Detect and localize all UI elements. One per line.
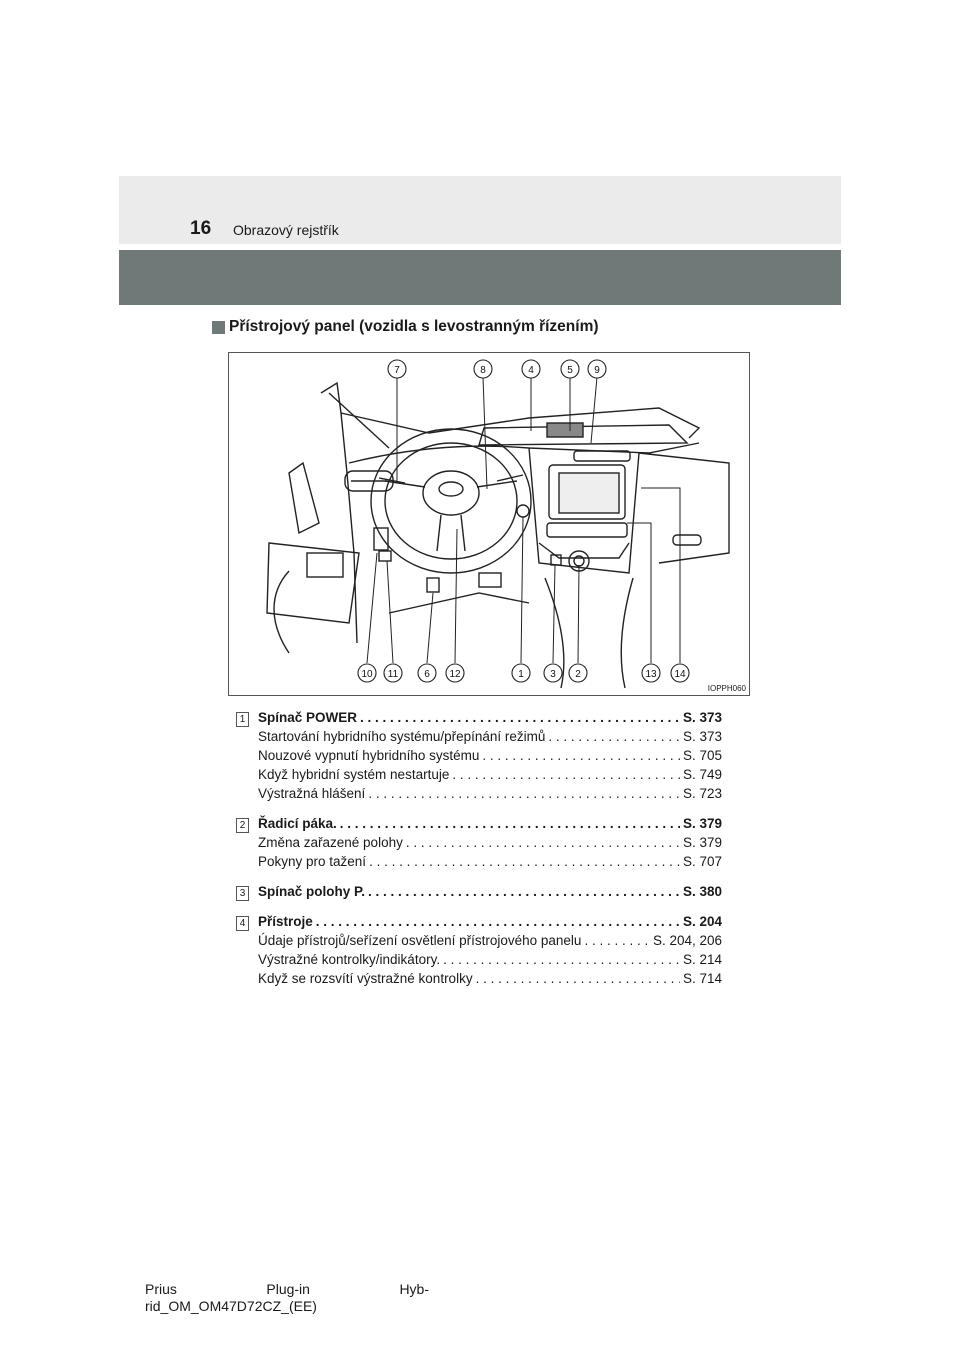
entry-title[interactable]: Řadicí páka. xyxy=(258,816,337,831)
sub-entry: Pokyny pro tažení . . . S. 707 xyxy=(236,852,722,871)
footer xyxy=(145,1281,429,1315)
callout-8: 8 xyxy=(480,365,486,376)
entry-title-row xyxy=(258,814,722,833)
entry-title-row xyxy=(258,708,722,727)
entry-title[interactable]: Spínač polohy P. xyxy=(258,884,366,899)
callout-12: 12 xyxy=(449,669,461,680)
section-title: Obrazový rejstřík xyxy=(233,222,339,238)
entry-number: 2 xyxy=(236,818,249,833)
sub-entry: Údaje přístrojů/seřízení osvětlení přístrojového panelu . . . S. 204, 206 xyxy=(236,931,722,950)
index-entries xyxy=(236,708,722,999)
entry-page[interactable]: S. 373 xyxy=(682,710,722,725)
sub-heading-text: Přístrojový panel (vozidla s levostranným řízením) xyxy=(229,318,599,335)
entry-number: 4 xyxy=(236,916,249,931)
callout-10: 10 xyxy=(361,669,373,680)
callout-9: 9 xyxy=(594,365,600,376)
footer-variant: Plug-in xyxy=(266,1281,310,1297)
dashboard-drawing xyxy=(229,353,749,695)
callout-4: 4 xyxy=(528,365,534,376)
sub-entry: Změna zařazené polohy . . . S. 379 xyxy=(236,833,722,852)
sub-entry: Nouzové vypnutí hybridního systému . . . S. 705 xyxy=(236,746,722,765)
index-entry xyxy=(236,912,722,988)
entry-title[interactable]: Spínač POWER xyxy=(258,710,358,725)
chapter-band xyxy=(119,250,841,305)
entry-number: 1 xyxy=(236,712,249,727)
sub-entry: Když hybridní systém nestartuje . . . S. 749 xyxy=(236,765,722,784)
entry-title[interactable]: Přístroje xyxy=(258,914,313,929)
sub-entry: Když se rozsvítí výstražné kontrolky . . . S. 714 xyxy=(236,969,722,988)
index-entry xyxy=(236,814,722,871)
page-number: 16 xyxy=(190,218,212,239)
figure-id: IOPPH060 xyxy=(707,684,746,693)
index-entry xyxy=(236,708,722,803)
sub-entry: Výstražná hlášení . . . S. 723 xyxy=(236,784,722,803)
entry-page[interactable]: S. 380 xyxy=(682,884,722,899)
callout-13: 13 xyxy=(645,669,657,680)
callout-11: 11 xyxy=(387,669,399,680)
entry-page[interactable]: S. 379 xyxy=(682,816,722,831)
callout-2: 2 xyxy=(575,669,581,680)
entry-page[interactable]: S. 204 xyxy=(682,914,722,929)
dashboard-illustration xyxy=(228,352,750,696)
heading-square-icon xyxy=(212,321,225,334)
callout-14: 14 xyxy=(674,669,686,680)
callout-7: 7 xyxy=(394,365,400,376)
entry-title-row xyxy=(258,912,722,931)
footer-manual-code: rid_OM_OM47D72CZ_(EE) xyxy=(145,1298,317,1314)
footer-model: Prius xyxy=(145,1281,177,1297)
sub-entry: Výstražné kontrolky/indikátory. . . . S. 214 xyxy=(236,950,722,969)
callout-1: 1 xyxy=(518,669,524,680)
callout-3: 3 xyxy=(550,669,556,680)
sub-entry: Startování hybridního systému/přepínání režimů . . . S. 373 xyxy=(236,727,722,746)
index-entry xyxy=(236,882,722,901)
footer-hyb: Hyb- xyxy=(399,1281,429,1297)
callout-6: 6 xyxy=(424,669,430,680)
entry-number: 3 xyxy=(236,886,249,901)
sub-heading xyxy=(212,318,599,336)
entry-title-row xyxy=(258,882,722,901)
header-band xyxy=(119,176,841,244)
callout-5: 5 xyxy=(567,365,573,376)
